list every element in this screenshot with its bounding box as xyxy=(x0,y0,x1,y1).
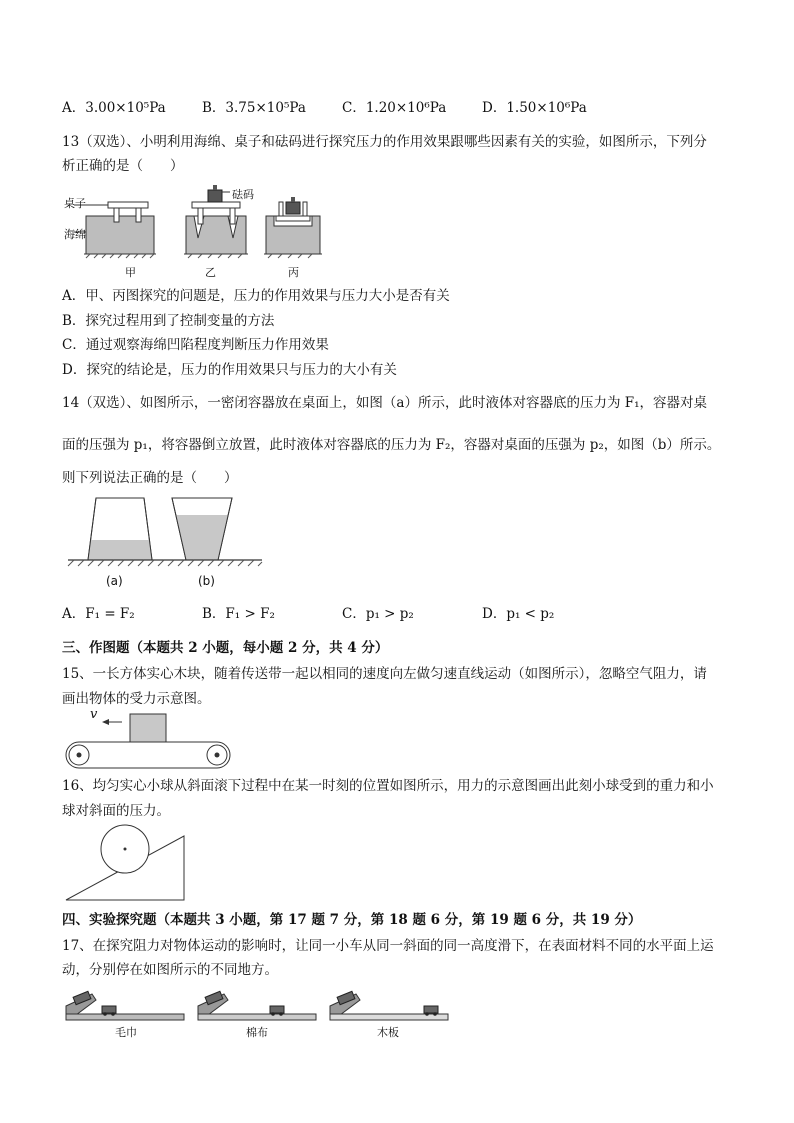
q14-option-d: D．p₁ < p₂ xyxy=(482,606,555,622)
q16-stem-line1: 16、均匀实心小球从斜面滚下过程中在某一时刻的位置如图所示，用力的示意图画出此刻小球受到的重力和小 xyxy=(62,778,714,794)
q13-label-weight: 砝码 xyxy=(232,188,254,201)
q16-ball-center xyxy=(124,848,127,851)
q13-fig-bing xyxy=(264,197,322,258)
q13-fig-jia xyxy=(74,202,156,258)
q14-label-a: (a) xyxy=(106,574,123,588)
q17-label-towel: 毛巾 xyxy=(115,1026,137,1039)
q13-option-c: C．通过观察海绵凹陷程度判断压力作用效果 xyxy=(62,337,329,353)
q13-label-table: 桌子 xyxy=(64,197,86,210)
q14-label-b: (b) xyxy=(198,574,215,588)
q17-figure xyxy=(62,986,452,1024)
q15-stem-line1: 15、一长方体实心木块，随着传送带一起以相同的速度向左做匀速直线运动（如图所示），忽略空气阻力，请 xyxy=(62,666,707,682)
section4-title: 四、实验探究题（本题共 3 小题，第 17 题 7 分，第 18 题 6 分，第 19 题 6 分，共 19 分） xyxy=(62,912,642,928)
q14-stem-line3: 则下列说法正确的是（ ） xyxy=(62,470,238,486)
q17-label-cotton: 棉布 xyxy=(246,1026,268,1039)
q14-stem-line1: 14（双选）、如图所示，一密闭容器放在桌面上，如图（a）所示，此时液体对容器底的压力为 F₁，容器对桌 xyxy=(62,395,708,411)
q14-figure xyxy=(62,490,272,570)
q13-label-yi: 乙 xyxy=(205,266,216,279)
q13-label-jia: 甲 xyxy=(125,266,136,279)
q12-option-b: B．3.75×10⁵Pa xyxy=(202,100,306,116)
q12-option-c: C．1.20×10⁶Pa xyxy=(342,100,447,116)
q16-stem-line2: 球对斜面的压力。 xyxy=(62,803,170,819)
q13-label-sponge: 海绵 xyxy=(64,228,86,241)
q13-option-d: D．探究的结论是，压力的作用效果只与压力的大小有关 xyxy=(62,362,397,378)
q15-stem-line2: 画出物体的受力示意图。 xyxy=(62,691,211,707)
q17-fig-board xyxy=(330,991,448,1020)
q14-option-b: B．F₁ > F₂ xyxy=(202,606,275,622)
q12-option-d: D．1.50×10⁶Pa xyxy=(482,100,587,116)
q14-option-c: C．p₁ > p₂ xyxy=(342,606,414,622)
q17-stem-line1: 17、在探究阻力对物体运动的影响时，让同一小车从同一斜面的同一高度滑下，在表面材料不同的水平面上运 xyxy=(62,938,714,954)
q13-option-b: B．探究过程用到了控制变量的方法 xyxy=(62,313,275,329)
q17-label-board: 木板 xyxy=(377,1026,399,1039)
q14-container-a xyxy=(88,498,152,560)
q17-fig-towel xyxy=(66,991,184,1020)
q17-stem-line2: 动，分别停在如图所示的不同地方。 xyxy=(62,962,278,978)
q13-label-bing: 丙 xyxy=(288,266,299,279)
q13-stem-line1: 13（双选）、小明利用海绵、桌子和砝码进行探究压力的作用效果跟哪些因素有关的实验，如图所示，下列分 xyxy=(62,134,707,150)
section3-title: 三、作图题（本题共 2 小题，每小题 2 分，共 4 分） xyxy=(62,640,389,656)
q15-conveyor-belt xyxy=(66,742,230,768)
q15-figure xyxy=(62,706,242,776)
q14-option-a: A．F₁ = F₂ xyxy=(62,606,135,622)
q15-block xyxy=(130,714,166,742)
q14-container-b xyxy=(172,498,232,560)
q17-fig-cotton xyxy=(198,991,316,1020)
q16-figure xyxy=(62,820,192,904)
q15-label-v: v xyxy=(90,707,98,722)
q13-stem-line2: 析正确的是（ ） xyxy=(62,158,184,174)
q12-option-a: A．3.00×10⁵Pa xyxy=(62,100,166,116)
q14-stem-line2: 面的压强为 p₁，将容器倒立放置，此时液体对容器底的压力为 F₂，容器对桌面的压强为 p₂，如图（b）所示。 xyxy=(62,437,721,453)
q13-option-a: A．甲、丙图探究的问题是，压力的作用效果与压力大小是否有关 xyxy=(62,288,450,304)
